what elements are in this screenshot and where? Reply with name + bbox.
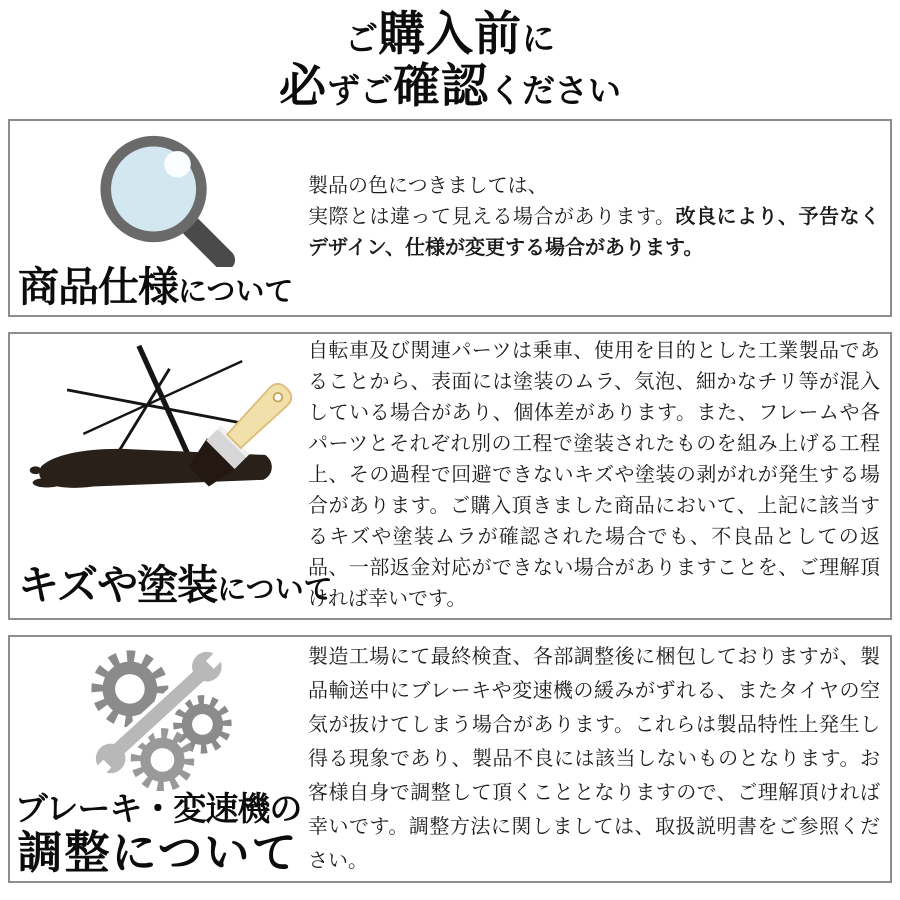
paintbrush-icon	[24, 340, 292, 500]
spec-title-main: 商品仕様	[18, 263, 178, 310]
spec-title-suffix: について	[178, 275, 294, 308]
magnifier-icon	[65, 127, 251, 267]
spec-line2: 実際とは違って見える場合があります。	[308, 206, 676, 229]
paint-section-title	[18, 561, 333, 608]
page-title-line1	[0, 7, 900, 60]
spec-section-title	[18, 263, 298, 310]
spec-left-column	[10, 121, 298, 315]
title-text: ご	[345, 20, 378, 57]
section-product-spec	[8, 119, 892, 317]
adjust-left-column	[10, 637, 302, 881]
paint-right-column	[298, 334, 890, 618]
title-text: 購入前	[378, 7, 522, 60]
spec-line1: 製品の色につきましては、	[308, 175, 548, 198]
section-brake-adjustment	[8, 635, 892, 883]
title-text: 必	[279, 58, 327, 112]
page-title	[0, 0, 900, 110]
page-title-line2	[0, 58, 900, 112]
paint-title-suffix: について	[217, 573, 333, 606]
title-text: ず	[327, 71, 360, 109]
gears-wrench-icon	[76, 643, 240, 791]
adjust-section-title	[15, 791, 302, 878]
adjust-body-text: 製造工場にて最終検査、各部調整後に梱包しておりますが、製品輸送中にブレーキや変速機の緩みがずれる、またタイヤの空気が抜けてしまう場合があります。これらは製品特性上発生し得る現象であり、製品不良には該当しないものとなります。お客様自身で調整して頂くこととなりますので、ご理解頂ければ幸いです。調整方法に関しましては、取扱説明書をご参照ください。	[308, 645, 880, 872]
title-text: ください	[489, 71, 621, 109]
title-text: ご	[360, 71, 393, 109]
spec-bold-text: 改良により、予告なくデザイン、仕様が変更する場合があります。	[308, 206, 880, 260]
spec-right-column	[298, 121, 890, 315]
paint-left-column	[10, 334, 333, 618]
title-text: に	[522, 20, 555, 57]
adjust-title-line1: ブレーキ・変速機の	[14, 789, 302, 827]
section-scratch-paint	[8, 332, 892, 620]
spec-body-text	[308, 171, 880, 264]
paint-title-main: キズや塗装	[18, 561, 218, 608]
adjust-title-line2: 調整について	[17, 826, 299, 878]
paint-body-text: 自転車及び関連パーツは乗車、使用を目的とした工業製品であることから、表面には塗装のムラ、気泡、細かなチリ等が混入している場合があり、個体差があります。また、フレームや各パーツとそれぞれ別の工程で塗装されたものを組み上げる工程上、その過程で回避できないキズや塗装の剥がれが発生する場合があります。ご購入頂きました商品において、上記に該当するキズや塗装ムラが確認された場合でも、不良品としての返品、一部返金対応ができない場合がありますことを、ご理解頂ければ幸いです。	[308, 340, 880, 611]
adjust-right-column	[298, 637, 890, 881]
title-text: 確認	[393, 58, 489, 112]
